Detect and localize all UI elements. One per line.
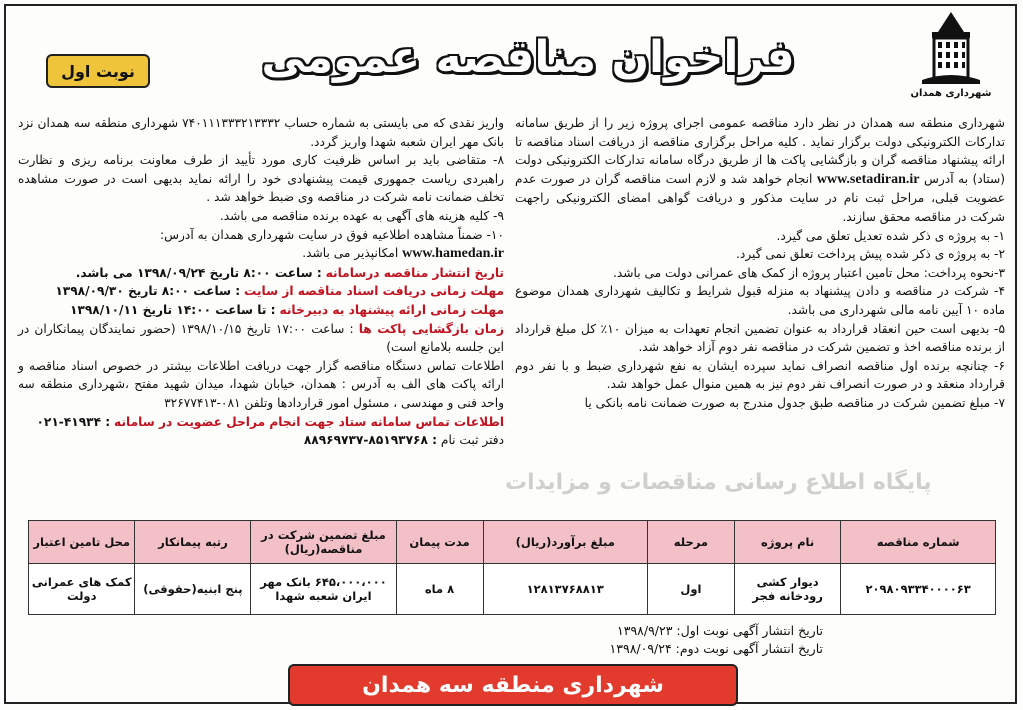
page-title: فراخوان مناقصه عمومی — [261, 31, 795, 83]
condition-item: ۱۰- ضمناً مشاهده اطلاعیه فوق در سایت شهرداری همدان به آدرس: — [160, 227, 504, 242]
table-header-cell: محل تامین اعتبار — [29, 521, 135, 564]
table-header-cell: مبلغ برآورد(ریال) — [483, 521, 647, 564]
tender-table — [28, 520, 996, 615]
opening-label: زمان بازگشایی پاکت ها — [358, 321, 504, 336]
docs-label: مهلت زمانی دریافت اسناد مناقصه از سایت — [244, 284, 504, 299]
left-column — [18, 114, 504, 450]
office-label: دفتر ثبت نام — [440, 433, 504, 448]
publication-dates — [523, 622, 823, 658]
table-cell: اول — [647, 564, 734, 615]
footer-banner — [288, 664, 738, 706]
table-header-cell: شماره مناقصه — [841, 521, 996, 564]
table-cell: دیوار کشی رودخانه فجر — [734, 564, 840, 615]
submit-deadline-line — [18, 301, 504, 320]
intro-text-cont: انجام خواهد شد و لازم است مناقصه گران در صورت عدم عضویت قبلی، مراحل ثبت نام در سایت مذکور و دریافت گواهی امضای الکترونیکی راجهت شرکت در مناقصه محقق سازند. — [515, 171, 1005, 224]
table-cell: ۶۴۵،۰۰۰،۰۰۰ بانک مهر ایران شعبه شهدا — [251, 564, 396, 615]
table-header-row — [29, 521, 996, 564]
setad-contact-line — [18, 413, 504, 432]
publish-value: : ساعت ۸:۰۰ تاریخ ۱۳۹۸/۰۹/۲۴ می باشد. — [75, 265, 322, 280]
table-header-cell: مرحله — [647, 521, 734, 564]
table-cell: پنج ابنیه(حقوقی) — [135, 564, 251, 615]
setad-contact-value: : ۴۱۹۳۴-۰۲۱ — [36, 414, 111, 429]
setad-link[interactable]: www.setadiran.ir — [816, 171, 920, 187]
condition-item: ۴- شرکت در مناقصه و دادن پیشنهاد به منزله قبول شرایط و تکالیف شهرداری همدان موضوع ماده ۱۰ آیین نامه مالی شهرداری می باشد. — [515, 284, 1005, 317]
condition-item: ۳-نحوه پرداخت: محل تامین اعتبار پروژه از کمک های عمرانی دولت می باشد. — [613, 265, 1005, 280]
right-column — [515, 114, 1005, 413]
website-line — [18, 244, 504, 264]
table-row — [29, 564, 996, 615]
opening-value: : ساعت ۱۷:۰۰ تاریخ ۱۳۹۸/۱۰/۱۵ (حضور نمایندگان پیمانکاران در این جلسه بلامانع است) — [18, 321, 504, 355]
condition-item: ۶- چنانچه برنده اول مناقصه انصراف نماید سپرده ایشان به نفع شهرداری ضبط و با نفر دوم قرارداد منعقد و در صورت انصراف نفر دوم نیز به همین منوال عمل خواهد شد. — [515, 358, 1005, 392]
intro-paragraph — [515, 114, 1005, 227]
condition-item: ۵- بدیهی است حین انعقاد قرارداد به عنوان تضمین انجام تعهدات به میزان ۱۰٪ کل مبلغ قرارداد از برنده مناقصه اخذ و تضمین شرکت در مناقصه نفر دوم آزاد خواهد شد. — [515, 321, 1005, 355]
header — [6, 6, 1015, 110]
publish-date-line — [18, 264, 504, 283]
table-cell: ۸ ماه — [396, 564, 483, 615]
table-cell: کمک های عمرانی دولت — [29, 564, 135, 615]
opening-time-line — [18, 320, 504, 357]
round-label: نوبت اول — [61, 61, 135, 81]
condition-item: ۱- به پروژه ی ذکر شده تعدیل تعلق می گیرد. — [776, 228, 1005, 243]
publish-label: تاریخ انتشار مناقصه درسامانه — [325, 265, 504, 280]
table-header-cell: نام پروژه — [734, 521, 840, 564]
watermark-text: پایگاه اطلاع رسانی مناقصات و مزایدات — [505, 470, 932, 495]
office-line — [18, 431, 504, 450]
table-header-cell: مدت پیمان — [396, 521, 483, 564]
submit-value: : تا ساعت ۱۴:۰۰ تاریخ ۱۳۹۸/۱۰/۱۱ — [69, 302, 276, 317]
website-tail: امکانپذیر می باشد. — [302, 246, 399, 261]
condition-item: ۷- مبلغ تضمین شرکت در مناقصه طبق جدول مندرج به صورت ضمانت نامه بانکی یا — [584, 395, 1005, 410]
setad-contact-label: اطلاعات تماس سامانه ستاد جهت انجام مراحل عضویت در سامانه — [114, 414, 504, 429]
condition-item: ۸- متقاضی باید بر اساس ظرفیت کاری مورد تأیید از طرف معاونت برنامه ریزی و نظارت راهبردی ریاست جمهوری قیمت پیشنهادی خود را ارائه نماید بدیهی است در صورت مشاهده تخلف ضمانت نامه شرکت در مناقصه وی ضبط خواهد شد . — [18, 153, 504, 205]
table-header-cell: رتبه پیمانکار — [135, 521, 251, 564]
second-publication: تاریخ انتشار آگهی نوبت دوم: ۱۳۹۸/۰۹/۲۴ — [609, 641, 823, 656]
table-cell: ۱۲۸۱۳۷۶۸۸۱۳ — [483, 564, 647, 615]
submit-label: مهلت زمانی ارائه پیشنهاد به دبیرخانه — [279, 302, 504, 317]
intro-text: شهرداری منطقه سه همدان در نظر دارد مناقصه عمومی اجرای پروژه زیر را از طریق سامانه تدارکات الکترونیکی دولت برگزار نماید . کلیه مراحل برگزاری مناقصه از دریافت اسناد مناقصه تا ارائه پیشنهاد مناقصه گران و بازگشایی پاکت ها از طریق درگاه سامانه تدارکات الکترونیکی دولت (ستاد) به آدرس — [515, 116, 1006, 186]
table-header-cell: مبلغ تضمین شرکت در مناقصه(ریال) — [251, 521, 396, 564]
round-badge — [46, 54, 150, 88]
office-value: : ۸۵۱۹۳۷۶۸-۸۸۹۶۹۷۳۷ — [303, 433, 438, 448]
contact-paragraph: اطلاعات تماس دستگاه مناقصه گزار جهت دریافت اطلاعات بیشتر در خصوص اسناد مناقصه و ارائه پاکت های الف به آدرس : همدان، خیابان شهدا، میدان شهید مفتح ،شهرداری منطقه سه واحد فنی و مهندسی ، مسئول امور قراردادها وتلفن ۰۸۱-۳۲۶۷۷۴۱۳ — [18, 358, 504, 410]
docs-value: : ساعت ۸:۰۰ تاریخ ۱۳۹۸/۰۹/۳۰ — [55, 284, 241, 299]
condition-item: ۲- به پروژه ی ذکر شده پیش پرداخت تعلق نمی گیرد. — [736, 247, 1005, 262]
docs-deadline-line — [18, 282, 504, 301]
condition-item: ۹- کلیه هزینه های آگهی به عهده برنده مناقصه می باشد. — [219, 208, 504, 223]
logo-caption: شهرداری همدان — [910, 88, 992, 99]
footer-text: شهرداری منطقه سه همدان — [362, 672, 664, 698]
first-publication: تاریخ انتشار آگهی نوبت اول: ۱۳۹۸/۹/۲۳ — [617, 623, 823, 638]
hamedan-link[interactable]: www.hamedan.ir — [402, 246, 504, 262]
table-cell: ۲۰۹۸۰۹۳۳۴۰۰۰۰۶۳ — [841, 564, 996, 615]
account-paragraph: واریز نقدی که می بایستی به شماره حساب ۷۴۰۱۱۱۳۳۳۲۱۳۳۳۲ شهرداری منطقه سه همدان نزد بانک مهر ایران شعبه شهدا واریز گردد. — [18, 116, 505, 149]
tower-emblem-icon — [918, 10, 984, 86]
municipality-logo — [901, 10, 1001, 110]
